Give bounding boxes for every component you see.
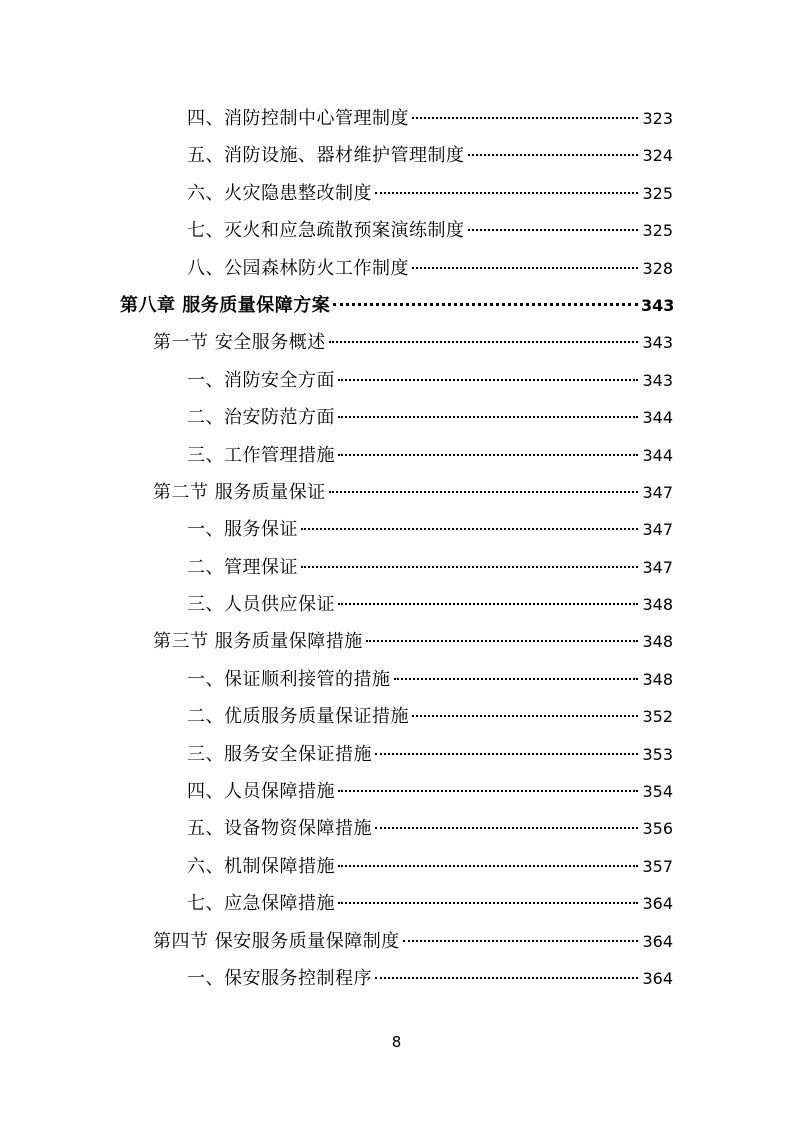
page-number: 8 [391,1033,402,1051]
toc-entry-title: 一、保证顺利接管的措施 [187,668,391,690]
toc-entry-page-number: 328 [642,258,673,278]
toc-section-entry[interactable] [0,474,673,511]
toc-entry-page-number: 344 [642,408,673,428]
toc-entry-page-number: 343 [641,295,675,315]
toc-dot-leader [375,753,638,755]
toc-dot-leader [403,940,638,942]
toc-entry-title: 第八章 服务质量保障方案 [120,294,331,316]
toc-entry-page-number: 347 [642,557,673,577]
table-of-contents [0,100,793,997]
toc-entry-page-number: 357 [642,856,673,876]
toc-dot-leader [468,154,639,156]
toc-entry-page-number: 364 [642,931,673,951]
toc-dot-leader [338,379,638,381]
toc-entry-title: 四、消防控制中心管理制度 [187,108,409,129]
toc-entry-page-number: 364 [642,894,673,914]
toc-entry-title: 第四节 保安服务质量保障制度 [153,930,400,952]
toc-subsection-entry[interactable] [0,773,673,810]
toc-dot-leader [338,416,638,418]
toc-dot-leader [412,267,638,269]
toc-entry-page-number: 348 [642,595,673,615]
toc-entry-title: 五、消防设施、器材维护管理制度 [187,145,465,167]
toc-entry-page-number: 354 [642,782,673,802]
toc-dot-leader [338,902,638,904]
toc-dot-leader [375,827,638,829]
toc-entry-title: 六、火灾隐患整改制度 [187,182,372,204]
toc-dot-leader [338,790,638,792]
toc-entry-title: 七、应急保障措施 [187,893,335,915]
toc-subsection-entry[interactable] [0,437,673,474]
toc-subsection-entry[interactable] [0,250,673,287]
toc-dot-leader [468,229,639,231]
toc-dot-leader [338,865,638,867]
toc-dot-leader [394,678,639,680]
toc-subsection-entry[interactable] [0,549,673,586]
toc-dot-leader [333,303,638,306]
toc-dot-leader [412,715,638,717]
toc-entry-page-number: 348 [642,632,673,652]
toc-entry-title: 第三节 服务质量保障措施 [153,631,363,653]
toc-subsection-entry[interactable] [0,175,673,212]
toc-entry-page-number: 347 [642,520,673,540]
toc-entry-title: 第一节 安全服务概述 [153,332,326,354]
toc-entry-page-number: 353 [642,744,673,764]
toc-entry-page-number: 344 [642,445,673,465]
toc-dot-leader [329,341,638,343]
toc-subsection-entry[interactable] [0,137,673,174]
toc-subsection-entry[interactable] [0,212,673,249]
toc-subsection-entry[interactable] [0,661,673,698]
toc-dot-leader [301,566,638,568]
toc-entry-page-number: 347 [642,482,673,502]
toc-entry-page-number: 324 [642,146,673,166]
toc-entry-title: 二、治安防范方面 [187,407,335,429]
toc-entry-title: 一、保安服务控制程序 [187,967,372,989]
toc-entry-title: 六、机制保障措施 [187,855,335,877]
toc-subsection-entry[interactable] [0,848,673,885]
toc-subsection-entry[interactable] [0,736,673,773]
toc-entry-page-number: 348 [642,669,673,689]
toc-entry-title: 四、人员保障措施 [187,781,335,803]
toc-dot-leader [338,454,638,456]
toc-entry-title: 第二节 服务质量保证 [153,481,326,503]
toc-section-entry[interactable] [0,324,673,361]
toc-subsection-entry[interactable] [0,511,673,548]
toc-dot-leader [329,491,638,493]
toc-entry-title: 五、设备物资保障措施 [187,818,372,840]
toc-dot-leader [375,977,638,979]
toc-dot-leader [375,192,638,194]
toc-subsection-entry[interactable] [0,810,673,847]
toc-subsection-entry[interactable] [0,399,673,436]
toc-entry-page-number: 325 [642,183,673,203]
toc-subsection-entry[interactable] [0,885,673,922]
toc-entry-title: 三、工作管理措施 [187,444,335,466]
toc-entry-page-number: 343 [642,370,673,390]
toc-chapter-entry[interactable] [0,287,673,324]
toc-entry-title: 八、公园森林防火工作制度 [187,257,409,279]
toc-section-entry[interactable] [0,923,673,960]
toc-subsection-entry[interactable] [0,698,673,735]
toc-dot-leader [366,640,638,642]
toc-entry-page-number: 325 [642,221,673,241]
toc-entry-page-number: 356 [642,819,673,839]
toc-entry-title: 一、消防安全方面 [187,369,335,391]
toc-entry-title: 三、人员供应保证 [187,594,335,616]
toc-entry-page-number: 323 [642,109,673,128]
toc-subsection-entry[interactable] [0,100,673,137]
toc-subsection-entry[interactable] [0,586,673,623]
toc-entry-title: 七、灭火和应急疏散预案演练制度 [187,220,465,242]
toc-entry-page-number: 352 [642,707,673,727]
toc-entry-page-number: 343 [642,333,673,353]
toc-dot-leader [412,117,638,119]
toc-entry-title: 三、服务安全保证措施 [187,743,372,765]
toc-entry-page-number: 364 [642,968,673,988]
toc-subsection-entry[interactable] [0,362,673,399]
toc-subsection-entry[interactable] [0,960,673,997]
toc-entry-title: 一、服务保证 [187,519,298,541]
toc-entry-title: 二、优质服务质量保证措施 [187,706,409,728]
toc-entry-title: 二、管理保证 [187,556,298,578]
toc-dot-leader [301,528,638,530]
toc-section-entry[interactable] [0,623,673,660]
toc-dot-leader [338,603,638,605]
